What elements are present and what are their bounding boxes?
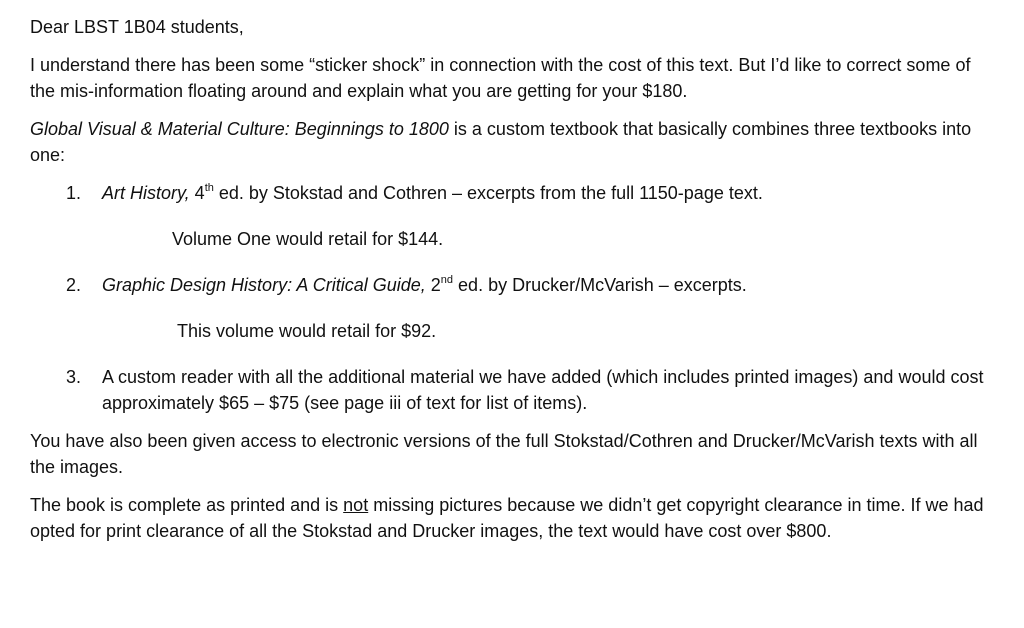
retail-price-art-history: Volume One would retail for $144. bbox=[172, 229, 444, 249]
textbook-list bbox=[30, 180, 990, 416]
list-number: 1. bbox=[66, 183, 82, 203]
list-item-graphic-design bbox=[30, 272, 990, 298]
retail-price-graphic-design: This volume would retail for $92. bbox=[177, 321, 437, 341]
paragraph-electronic-access: You have also been given access to electronic versions of the full Stokstad/Cothren and Drucker/McVarish texts with all the images. bbox=[30, 431, 978, 477]
list-number: 2. bbox=[66, 275, 82, 295]
book-details: ed. by Stokstad and Cothren – excerpts from the full 1150-page text. bbox=[213, 183, 763, 203]
paragraph-complete-book bbox=[30, 492, 990, 544]
complete-book-after: missing pictures because we didn’t get copyright clearance in time. If we had opted for print clearance of all the Stokstad and Drucker images, the text would have cost over $800. bbox=[30, 495, 984, 541]
list-item-custom-reader bbox=[30, 364, 990, 416]
list-number: 3. bbox=[66, 367, 82, 387]
list-item-art-history bbox=[30, 180, 990, 206]
book-title-art-history: Art History, bbox=[102, 183, 190, 203]
book-details: ed. by Drucker/McVarish – excerpts. bbox=[453, 275, 747, 295]
edition-number: 2 bbox=[425, 275, 441, 295]
greeting: Dear LBST 1B04 students, bbox=[30, 17, 244, 37]
textbook-description-rest: is a custom textbook that basically combines three textbooks into one: bbox=[30, 119, 972, 165]
complete-book-before: The book is complete as printed and is bbox=[30, 495, 344, 515]
edition-suffix: th bbox=[204, 182, 214, 194]
edition-number: 4 bbox=[189, 183, 205, 203]
paragraph-sticker-shock: I understand there has been some “sticker shock” in connection with the cost of this text. But I’d like to correct some of the mis-information floating around and explain what you are getting for your $180. bbox=[30, 55, 971, 101]
textbook-title: Global Visual & Material Culture: Beginnings to 1800 bbox=[30, 119, 449, 139]
underlined-not: not bbox=[343, 495, 369, 515]
book-title-graphic-design: Graphic Design History: A Critical Guide, bbox=[102, 275, 426, 295]
paragraph-textbook-description bbox=[30, 116, 990, 168]
custom-reader-text: A custom reader with all the additional material we have added (which includes printed images) and would cost approximately $65 – $75 (see page iii of text for list of items). bbox=[102, 367, 984, 413]
edition-suffix: nd bbox=[440, 274, 454, 286]
